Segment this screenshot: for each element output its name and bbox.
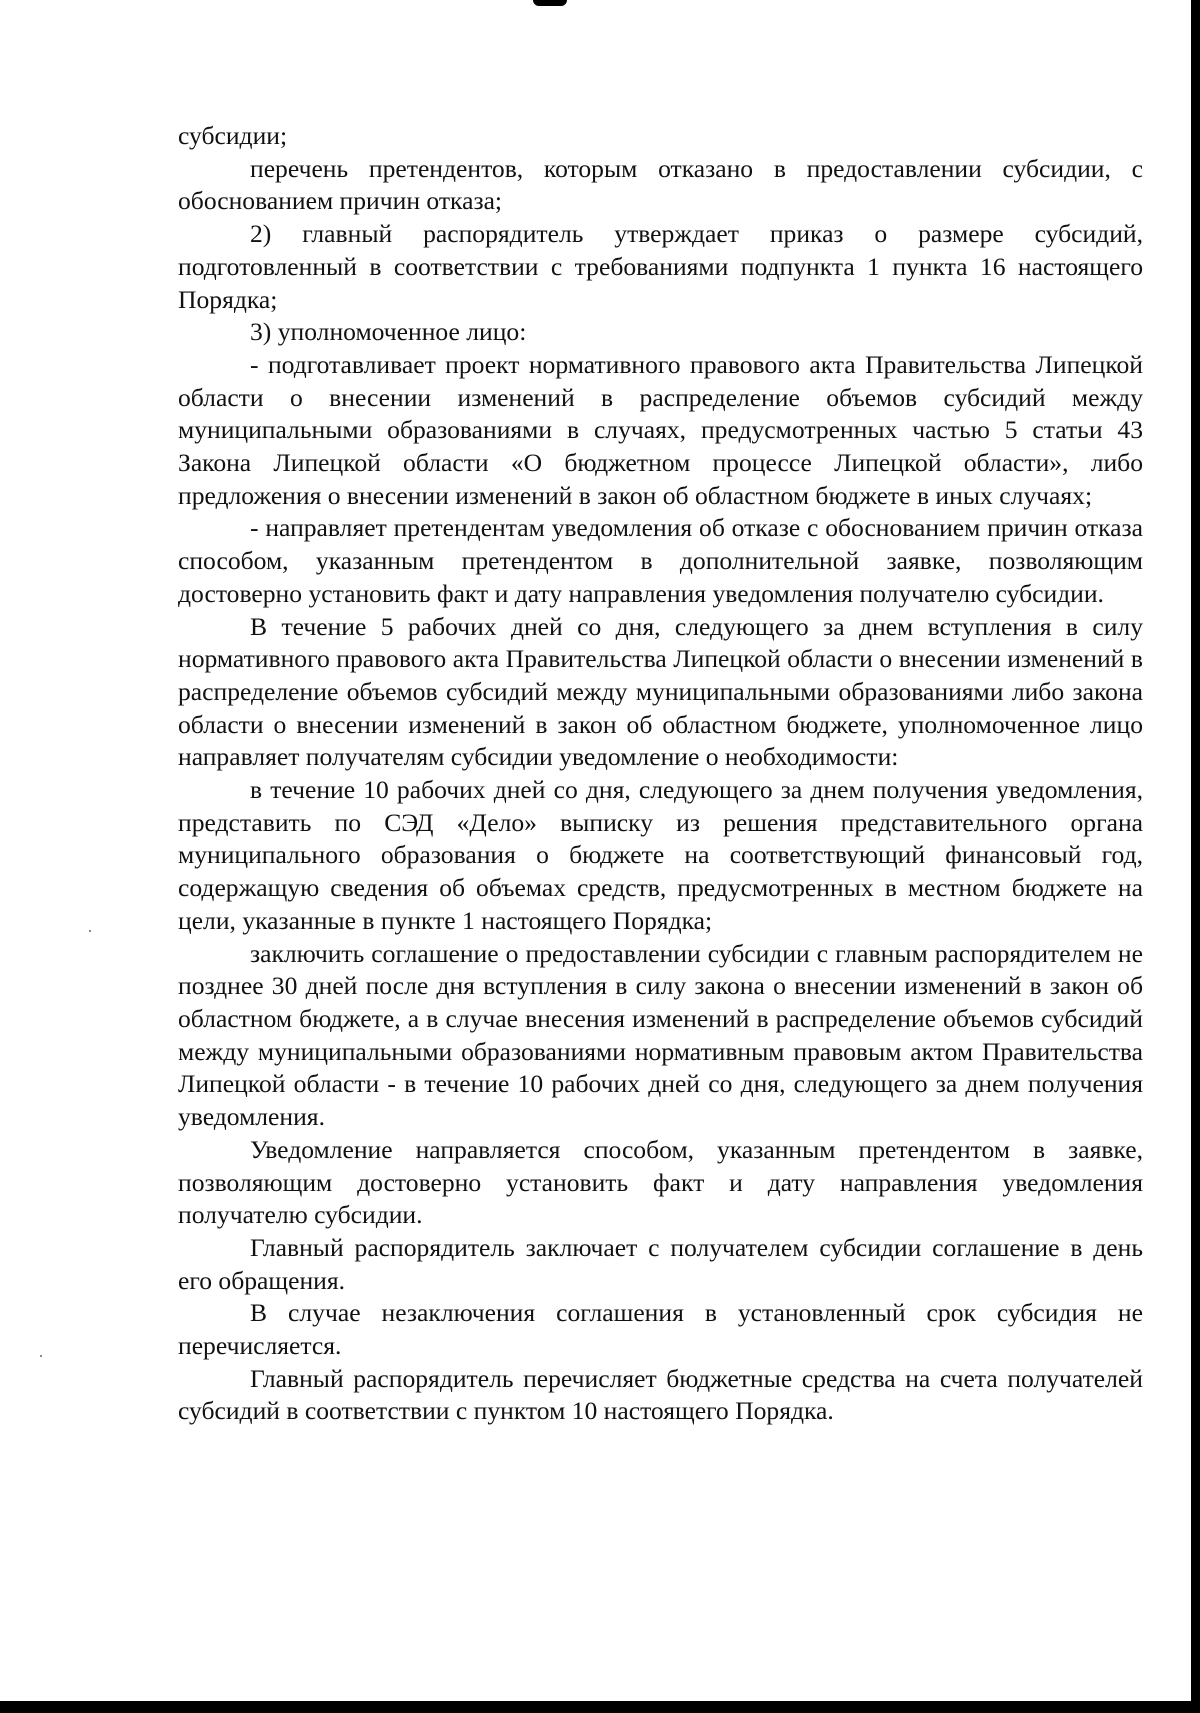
scan-smudge — [533, 0, 567, 6]
paragraph: В случае незаключения соглашения в установленный срок субсидия не перечисляется. — [178, 1298, 1143, 1361]
paragraph: Главный распорядитель заключает с получателем субсидии соглашение в день его обращения. — [178, 1232, 1143, 1295]
paragraph: субсидии; — [178, 121, 288, 150]
paragraph: - подготавливает проект нормативного правового акта Правительства Липецкой области о внесении изменений в распределение объемов субсидий между муниципальными образованиями в случаях, предусмотренных частью 5 статьи 43 Закона Липецкой области «О бюджетном процессе Липецкой области», либо предложения о внесении изменений в закон об областном бюджете в иных случаях; — [178, 349, 1143, 510]
paragraph: В течение 5 рабочих дней со дня, следующего за днем вступления в силу нормативного правового акта Правительства Липецкой области о внесении изменений в распределение объемов субсидий между муниципальными образованиями либо закона области о внесении изменений в закон об областном бюджете, уполномоченное лицо направляет получателям субсидии уведомление о необходимости: — [178, 611, 1143, 772]
document-body — [178, 120, 1143, 1428]
paragraph: в течение 10 рабочих дней со дня, следующего за днем получения уведомления, представить по СЭД «Дело» выписку из решения представительного органа муниципального образования о бюджете на соответствующий финансовый год, содержащую сведения об объемах средств, предусмотренных в местном бюджете на цели, указанные в пункте 1 настоящего Порядка; — [178, 775, 1143, 935]
paragraph: Уведомление направляется способом, указанным претендентом в заявке, позволяющим достоверно установить факт и дату направления уведомления получателю субсидии. — [178, 1134, 1143, 1230]
paragraph: Главный распорядитель перечисляет бюджетные средства на счета получателей субсидий в соответствии с пунктом 10 настоящего Порядка. — [178, 1363, 1143, 1426]
scan-border-bottom — [0, 1701, 1200, 1713]
paragraph: 2) главный распорядитель утверждает приказ о размере субсидий, подготовленный в соответствии с требованиями подпункта 1 пункта 16 настоящего Порядка; — [178, 219, 1143, 314]
paragraph: 3) уполномоченное лицо: — [250, 317, 527, 347]
paragraph: перечень претендентов, которым отказано в предоставлении субсидии, с обоснованием причин отказа; — [178, 153, 1143, 216]
scan-speck — [89, 930, 91, 932]
scan-border-right — [1191, 0, 1200, 1713]
scan-speck — [40, 1355, 42, 1357]
paragraph: - направляет претендентам уведомления об отказе с обоснованием причин отказа способом, указанным претендентом в дополнительной заявке, позволяющим достоверно установить факт и дату направления уведомления получателю субсидии. — [178, 513, 1143, 608]
paragraph: заключить соглашение о предоставлении субсидии с главным распорядителем не позднее 30 дней после дня вступления в силу закона о внесении изменений в закон об областном бюджете, а в случае внесения изменений в распределение объемов субсидий между муниципальными образованиями нормативным правовым актом Правительства Липецкой области - в течение 10 рабочих дней со дня, следующего за днем получения уведомления. — [178, 938, 1143, 1132]
